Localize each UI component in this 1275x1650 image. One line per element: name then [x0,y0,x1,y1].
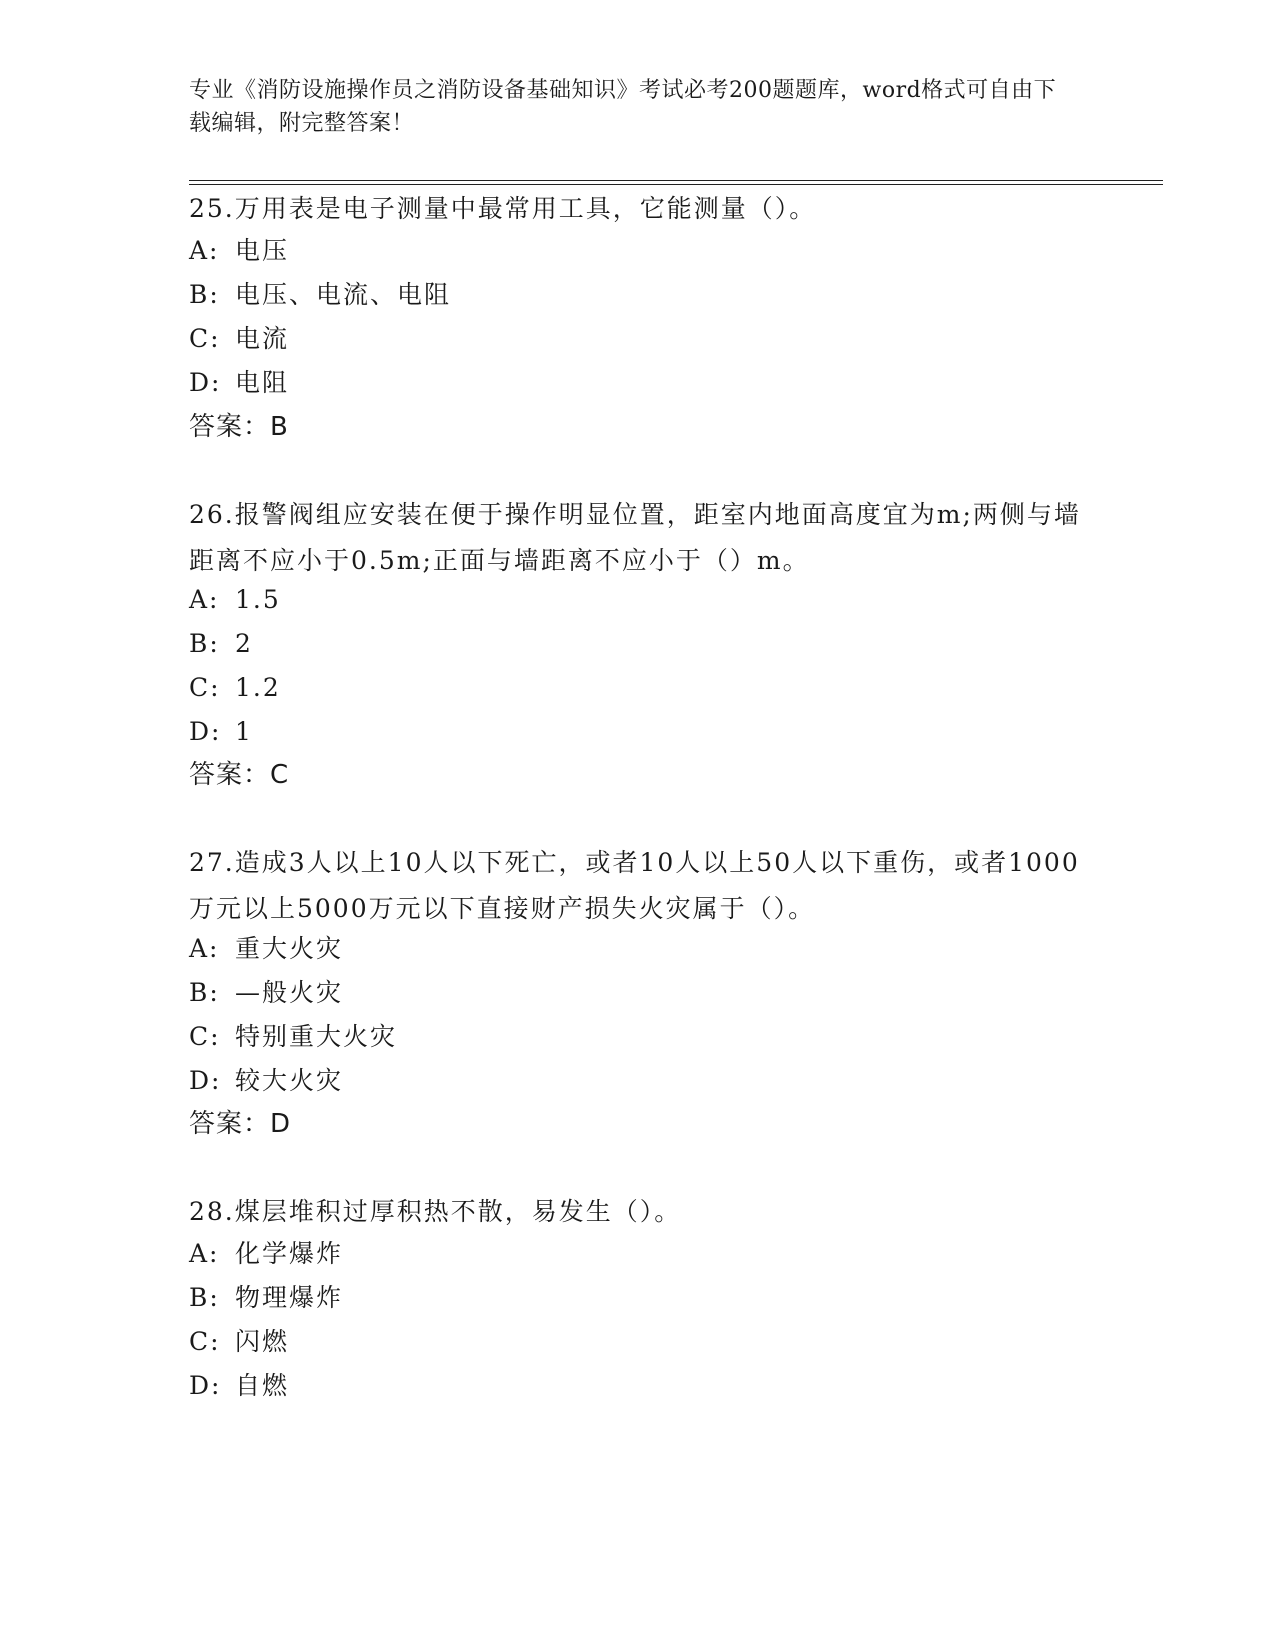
question-26-option-a [189,585,281,615]
question-26-stem: 26.报警阀组应安装在便于操作明显位置，距室内地面高度宜为m;两侧与墙距离不应小于0.5m;正面与墙距离不应小于（）m。 [189,500,1081,575]
option-letter: D: [189,368,222,397]
option-letter: D: [189,1371,222,1400]
option-letter: C: [189,324,221,353]
option-text: 物理爆炸 [235,1283,344,1312]
page-header-title: 专业《消防设施操作员之消防设备基础知识》考试必考200题题库，word格式可自由下载编辑，附完整答案！ [189,78,1057,136]
question-25-answer: 答案：B [189,412,289,442]
option-letter: B: [189,1283,220,1312]
question-27-option-d [189,1066,343,1096]
option-text: 重大火灾 [235,934,344,963]
header-divider-secondary [189,184,1163,185]
option-letter: C: [189,673,221,702]
option-letter: B: [189,629,220,658]
question-28-option-d [189,1371,289,1401]
question-28-option-b [189,1283,343,1313]
option-text: 1 [235,717,253,746]
option-text: 电压 [235,236,290,265]
question-27-option-c [189,1022,397,1052]
question-25-stem: 25.万用表是电子测量中最常用工具，它能测量（）。 [189,194,817,223]
question-25-option-b [189,280,451,310]
option-text: 1.5 [235,585,281,614]
option-letter: C: [189,1022,221,1051]
question-25-option-c [189,324,289,354]
question-28-option-c [189,1327,289,1357]
option-text: —般火灾 [235,978,344,1007]
question-27-option-b [189,978,343,1008]
question-28-stem: 28.煤层堆积过厚积热不散，易发生（）。 [189,1197,682,1226]
option-letter: B: [189,280,220,309]
question-27-stem: 27.造成3人以上10人以下死亡，或者10人以上50人以下重伤，或者1000万元以上5000万元以下直接财产损失火灾属于（）。 [189,848,1080,923]
option-letter: D: [189,717,222,746]
question-28-option-a [189,1239,343,1269]
option-letter: D: [189,1066,222,1095]
option-letter: A: [189,236,220,265]
option-text: 较大火灾 [235,1066,344,1095]
option-text: 电阻 [235,368,290,397]
option-text: 2 [235,629,253,658]
option-letter: A: [189,1239,220,1268]
option-letter: A: [189,934,220,963]
header-divider [189,180,1163,181]
question-26-answer: 答案：C [189,760,290,790]
option-text: 化学爆炸 [235,1239,344,1268]
option-letter: B: [189,978,220,1007]
question-26-option-c [189,673,281,703]
option-text: 自燃 [235,1371,290,1400]
question-25-option-a [189,236,289,266]
option-text: 特别重大火灾 [235,1022,398,1051]
option-text: 1.2 [235,673,281,702]
question-27-option-a [189,934,343,964]
option-letter: A: [189,585,220,614]
question-26-option-b [189,629,253,659]
option-text: 电压、电流、电阻 [235,280,452,309]
question-25-option-d [189,368,289,398]
question-27-answer: 答案：D [189,1109,292,1139]
option-letter: C: [189,1327,221,1356]
question-26-option-d [189,717,253,747]
option-text: 闪燃 [235,1327,290,1356]
option-text: 电流 [235,324,290,353]
